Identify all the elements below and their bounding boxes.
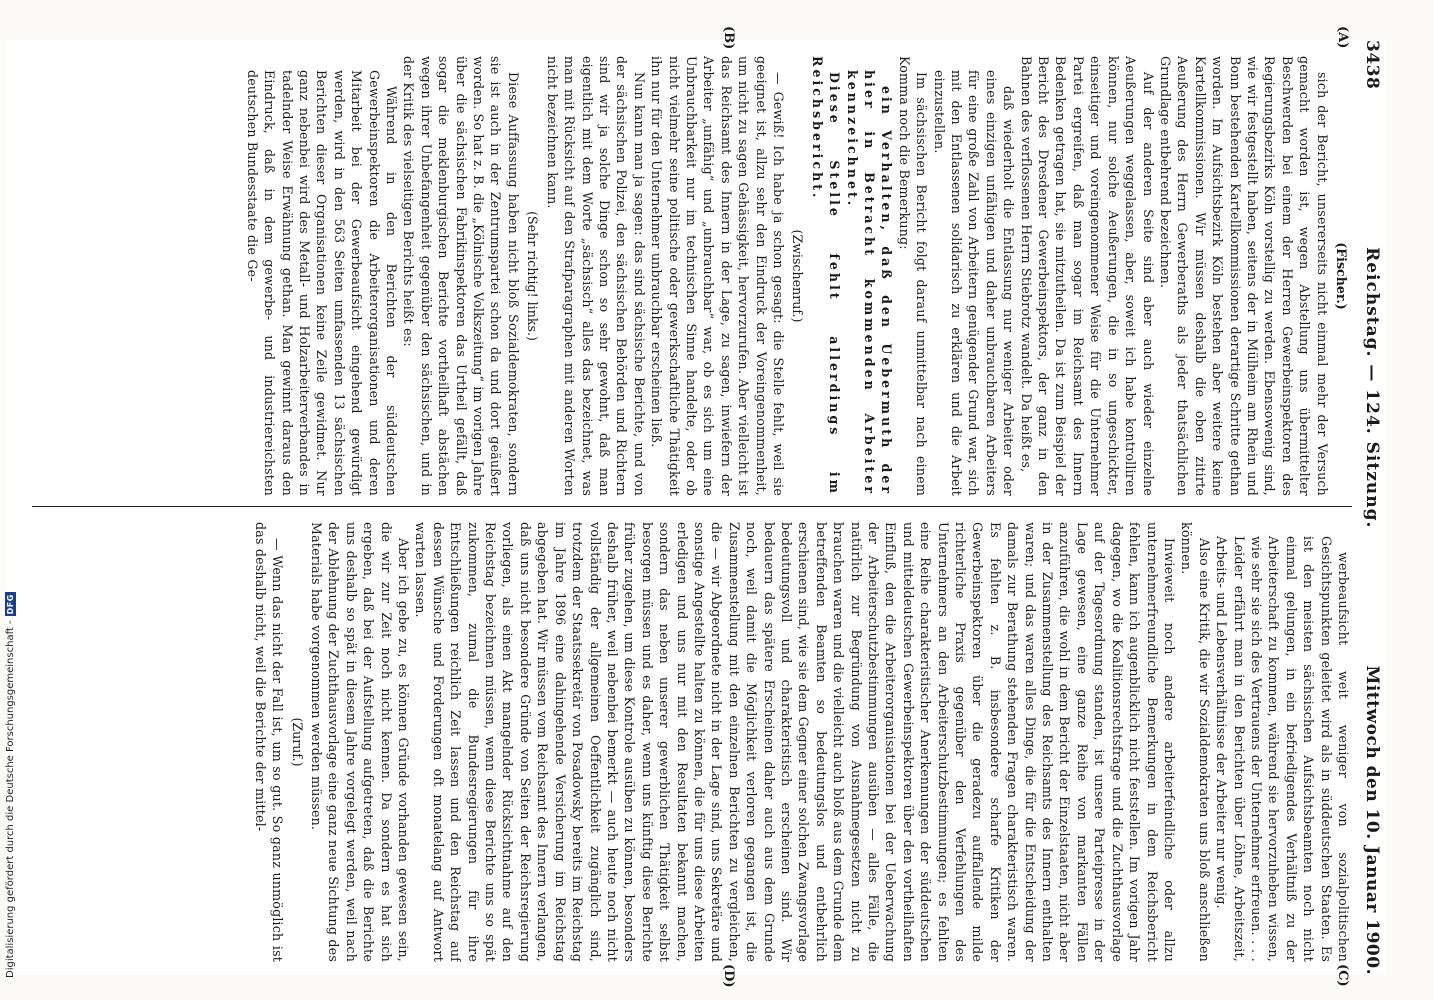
paragraph: sich der Bericht, unsererseits nicht einmal mehr der Versuch gemacht worden ist, wegen Abstellung uns übermittelter Beschwerden bei einem der Herren Gewerbeinspektoren des Regierungsbezirks Köln vorstellig zu werden. Ebensowenig sind, wie wir festgestellt haben, seitens der in Mülheim am Rhein und Bonn bestehenden Kartellkommissionen derartige Schritte gethan worden. Im Aufsichtsbezirk Köln bestehen aber weitere keine Kartellkommissionen. Wir müssen deshalb die oben zitirte Aeußerung des Herrn Gewerberaths als jeder thatsächlichen Grundlage entbehrend bezeichnen. xyxy=(1157,56,1330,496)
session-title: Reichstag. — 124. Sitzung. xyxy=(1362,247,1382,529)
quote-paragraph: werbeaufsicht weit weniger von sozialpolitischen Gesichtspunkten geleitet wird als in süddeutschen Staaten. Es ist den meisten sächsischen Aufsichtsbeamten noch nicht einmal gelungen, in ein befriedigendes Verhältniß zu der Arbeiterschaft zu kommen, während sie hervorzuheben wissen, wie sehr sie sich des Vertrauens der Unternehmer erfreuen. . . . Leider erfährt man in den Berichten über Löhne, Arbeitszeit, Arbeits- und Lebensverhältnisse der Arbeiter nur wenig. xyxy=(1214,536,1351,962)
left-text-column xyxy=(22,56,1352,496)
quote-paragraph: daß wiederholt die Entlassung nur weniger Arbeiter oder eines einzigen unfähigen und daher unbrauchbaren Arbeiters für eine große Zahl von Arbeitern genügender Grund war, sich mit den Entlassenen solidarisch zu erklären und die Arbeit einzustellen. xyxy=(931,70,1017,496)
paragraph: — Gewiß! Ich habe ja schon gesagt: die Stelle fehlt, weil sie geeignet ist, allzu sehr den Eindruck der Voreingenommenheit, um nicht zu sagen Gehässigkeit, hervorzurufen. Aber vielleicht ist das Reichsamt des Innern in der Lage, zu sagen, inwiefern der Arbeiter „unfähig“ und „unbrauchbar“ war, ob es sich um eine Unbrauchbarkeit nur im technischen Sinne handelte, oder ob nicht vielmehr seine politische oder gewerkschaftliche Thätigkeit ihn nur für den Unternehmer unbrauchbar erscheinen ließ. xyxy=(649,56,786,496)
paragraph: Also eine Kritik, die wir Sozialdemokraten uns bloß anschließen können. xyxy=(1179,522,1212,962)
document-page xyxy=(6,26,1386,988)
interjection: (Zuruf.) xyxy=(289,717,305,767)
column-divider xyxy=(32,506,1352,507)
paragraph: Diese Stelle fehlt allerdings im Reichsbericht. xyxy=(809,56,843,496)
paragraph: Diese Auffassung haben nicht bloß Sozialdemokraten, sondern sie ist auch in der Zentrumspartei schon da und dort geäußert worden. So hat z. B. die „Kölnische Volkszeitung“ im vorigen Jahre über die sächsischen Fabrikinspektoren das Urtheil gefällt, daß sogar die meklenburgischen Berichte vortheilhaft abstächen wegen ihrer Unbefangenheit gegenüber den sächsischen, und in der Kritik des vielseitigen Berichts heißt es: xyxy=(401,56,521,496)
dfg-logo[interactable]: DFG xyxy=(5,594,15,615)
margin-marker-b: (B) xyxy=(721,26,736,50)
quote-paragraph: ein Verhalten, daß den Uebermuth der hier in Betracht kommenden Arbeiter kennzeichnet. xyxy=(844,70,895,496)
paragraph: Nun kann man ja sagen: das sind sächsische Berichte, und von der sächsischen Polizei, den sächsischen Behörden und Richtern sind wir ja solche Dinge schon so sehr gewohnt, daß man eigentlich mit dem Worte „sächsisch“ alles das bezeichnet, was man mit Rücksicht auf den Strafparagraphen mit anderen Worten nicht bezeichnen kann. xyxy=(544,56,647,496)
page-header xyxy=(1358,40,1386,975)
paragraph: Inwieweit noch andere arbeiterfeindliche oder allzu unternehmerfreundliche Bemerkungen in dem Reichsbericht fehlen, kann ich augenblicklich nicht feststellen. Im vorigen Jahr dagegen, wo die Koalitionsrechtsfrage und die Zuchthausvorlage auf der Tagesordnung standen, ist unsere Parteipresse in der Lage gewesen, eine ganze Reihe von markanten Fällen anzuführen, die wohl in dem Bericht der Einzelstaaten, nicht aber in der Zusammenstellung des Reichsamts des Innern enthalten waren; und das waren alles Dinge, die für die Entscheidung der damals zur Berathung stehenden Fragen charakteristisch waren. Es fehlten z. B. insbesondere scharfe Kritiken der Gewerbeinspektoren über die geradezu auffallende milde richterliche Praxis gegenüber den Verfehlungen des Unternehmers an den Arbeiterschutzbestimmungen; es fehlten eine Reihe charakteristischer Anerkennungen der süddeutschen und mitteldeutschen Gewerbeinspektoren über den vortheilhaften Einfluß, den die Arbeiterorganisationen bei der Ueberwachung der Arbeiterschutzbestimmungen ausüben — alles Fälle, die natürlich zur Begründung von Ausnahmegesetzen nicht zu brauchen waren und die vielleicht auch bloß aus dem Grunde dem betreffenden Beamten so bedeutungslos und entbehrlich erschienen sind, wie sie dem Gegner einer solchen Zwangsvorlage bedeutungsvoll und charakteristisch erscheinen sind. Wir bedauern das spätere Erscheinen daher auch aus dem Grunde noch, weil damit die Möglichkeit verloren gegangen ist, die Zusammenstellung mit den einzelnen Berichten zu vergleichen, die — wir Abgeordnete nicht in der Lage sind, uns Sekretäre und sonstige Angestellte halten zu können, die für uns diese Arbeiten erledigen und uns nur mit den Resultaten bekannt machen, sondern das neben unserer gewerblichen Thätigkeit selbst besorgen müssen und es daher, wenn uns künftig diese Berichte früher zugehen, um diese Kontrole ausüben zu können, besonders deshalb früher, weil nebenbei bemerkt — auch heute noch nicht vollständig der allgemeinen Oeffentlichkeit zugänglich sind, trotzdem der Staatssekretär von Posadowsky bereits im Reichstag im Jahre 1896 eine dahingehende Versicherung im Reichstag abgegeben hat. Wir müssen vom Reichsamt des Innern verlangen, daß uns nicht besondere Gründe von Seiten der Reichsregierung vorliegen, als einen Akt mangelnder Rücksichtnahme auf den Reichstag bezeichnen müssen, wenn diese Berichte uns so spät zukommen, zumal die Bundesregierungen für ihre Entschließungen reichlich Zeit lassen und den Reichstag auf dessen Wünsche und Forderungen oft monatelang auf Antwort warten lassen. xyxy=(413,522,1177,962)
margin-marker-a: (A) xyxy=(1335,26,1350,49)
paragraph: Auf der anderen Seite sind aber auch wieder einzelne Aeußerungen weggelassen, aber, soweit ich habe kontrolliren können, nur solche Aeußerungen, die in so ungeschickter, einseitiger und voreingenommener Weise für die Unternehmer Partei ergreifen, daß man sogar im Reichsamt des Innern Bedenken getragen hat, sie mitzutheilen. Da ist zum Beispiel der Bericht des Dresdener Gewerbeinspektors, der ganz in den Bahnen des verflossenen Herrn Stiebrotz wandelt. Da heißt es, xyxy=(1018,56,1156,496)
page-number: 3438 xyxy=(1362,40,1382,90)
credit-text: Digitalisierung gefördert durch die Deutsche Forschungsgemeinschaft - xyxy=(4,620,16,978)
paragraph: Im sächsischen Bericht folgt darauf unmittelbar nach einem Komma noch die Bemerkung: xyxy=(896,56,930,496)
margin-marker-c: (C) xyxy=(1335,964,1350,987)
session-date: Mittwoch den 10. Januar 1900. xyxy=(1362,665,1382,975)
speaker-name: (Fischer.) xyxy=(1334,242,1349,310)
interjection: (Zwischenruf.) xyxy=(790,229,806,323)
quote-paragraph: Während in den Berichten der süddeutschen Gewerbeinspektoren die Arbeiterorganisationen und deren Mitarbeit bei der Gewerbeaufsicht eingehend gewürdigt werden, wird in den 563 Seiten umfassenden 13 sächsischen Berichten dieser Organisationen keine Zeile gewidmet. Nur ganz nebenbei wird des Metall- und Holzarbeiterverbandes in tadelnder Weise Erwähnung gethan. Man gewinnt daraus den Eindruck, daß in dem gewerbe- und industriereichsten deutschen Bundesstaate die Ge- xyxy=(244,70,400,496)
interjection: (Sehr richtig! links.) xyxy=(525,211,541,341)
digitization-credit xyxy=(3,594,17,978)
paragraph: Aber ich gebe zu, es können Gründe vorhanden gewesen sein, die wir zur Zeit noch nicht kennen. Da sondern es hat sich ergeben, daß bei der Aufstellung aufgetreten, daß die Berichte uns deshalb so spät in diesem Jahre vorgelegt werden, weil nach der Ablehnung der Zuchthausvorlage eine ganz neue Sichtung des Materials habe vorgenommen werden müssen. xyxy=(309,522,412,962)
right-text-column xyxy=(22,522,1352,962)
paragraph: — Wenn das nicht der Fall ist, um so gut. So ganz unmöglich ist das deshalb nicht, weil die Berichte der mittel- xyxy=(252,522,286,962)
margin-marker-d: (D) xyxy=(721,964,736,988)
